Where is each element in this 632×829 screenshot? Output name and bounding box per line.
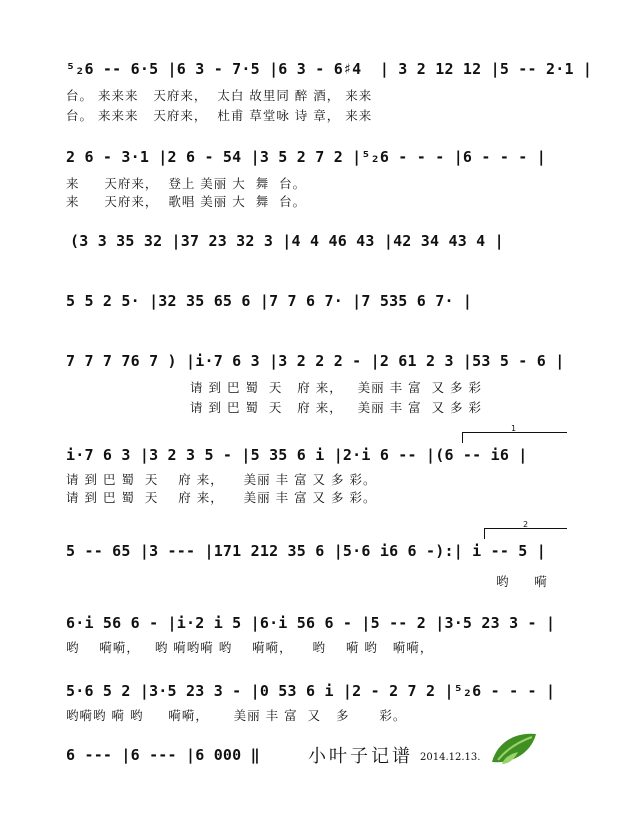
transcription-date: 2014.12.13.	[420, 752, 481, 763]
notation-row-4: 5 5 2 5· |32 35 65 6 |7 7 6 7· |7 535 6 7· |	[66, 292, 473, 310]
lyric-row-6-verse-1: 请 到 巴 蜀 天 府 来， 美丽 丰 富 又 多 彩。	[66, 472, 377, 487]
lyric-row-1-verse-2: 台。 来来来 天府来， 杜甫 草堂咏 诗 章， 来来	[66, 108, 373, 123]
lyric-row-5-verse-2: 请 到 巴 蜀 天 府 来， 美丽 丰 富 又 多 彩	[190, 400, 483, 415]
volta-bracket-1: 1	[462, 432, 567, 443]
notation-row-8: 6·i 56 6 - |i·2 i 5 |6·i 56 6 - |5 -- 2 |3·5 23 3 - |	[66, 614, 556, 632]
lyric-row-8: 哟 嗬嗬， 哟 嗬哟嗬 哟 嗬嗬， 哟 嗬 哟 嗬嗬，	[66, 640, 434, 655]
notation-row-3: (3 3 35 32 |37 23 32 3 |4 4 46 43 |42 34 43 4 |	[70, 232, 504, 250]
lyric-row-5-verse-1: 请 到 巴 蜀 天 府 来， 美丽 丰 富 又 多 彩	[190, 380, 483, 395]
lyric-row-2-verse-2: 来 天府来， 歌唱 美丽 大 舞 台。	[66, 194, 307, 209]
notation-row-2: 2 6 - 3·1 |2 6 - 54 |3 5 2 7 2 |⁵₂6 - - - |6 - - - |	[66, 148, 546, 166]
notation-row-7: 5 -- 65 |3 --- |171 212 35 6 |5·6 i6 6 -):| i -- 5 |	[66, 542, 546, 560]
notation-row-1: ⁵₂6 -- 6·5 |6 3 - 7·5 |6 3 - 6♯4 | 3 2 12 12 |5 -- 2·1 |	[66, 60, 593, 78]
notation-row-5: 7 7 7 76 7 ) |i·7 6 3 |3 2 2 2 - |2 61 2 3 |53 5 - 6 |	[66, 352, 565, 370]
lyric-row-6-verse-2: 请 到 巴 蜀 天 府 来， 美丽 丰 富 又 多 彩。	[66, 490, 377, 505]
lyric-row-7: 哟 嗬	[496, 574, 548, 589]
notation-row-10: 6 --- |6 --- |6 000 ‖	[66, 746, 260, 764]
notation-row-6: i·7 6 3 |3 2 3 5 - |5 35 6 i |2·i 6 -- |(6 -- i6 |	[66, 446, 528, 464]
notation-row-9: 5·6 5 2 |3·5 23 3 - |0 53 6 i |2 - 2 7 2 |⁵₂6 - - - |	[66, 682, 556, 700]
transcriber-signature: 小叶子记谱	[308, 746, 413, 767]
volta-bracket-2: 2	[484, 528, 567, 539]
lyric-row-1-verse-1: 台。 来来来 天府来， 太白 故里同 醉 酒， 来来	[66, 88, 373, 103]
leaf-icon	[488, 728, 540, 768]
lyric-row-2-verse-1: 来 天府来， 登上 美丽 大 舞 台。	[66, 176, 307, 191]
lyric-row-9: 哟嗬哟 嗬 哟 嗬嗬， 美丽 丰 富 又 多 彩。	[66, 708, 407, 723]
